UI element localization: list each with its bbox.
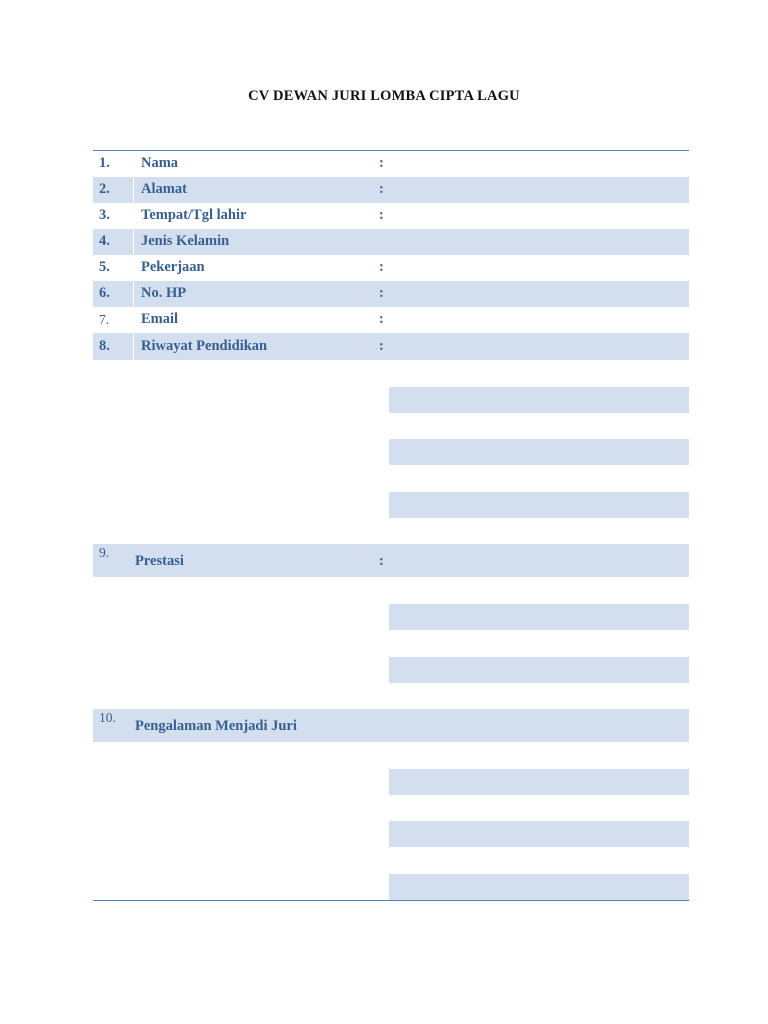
row-colon: : [379, 338, 384, 354]
row-colon: : [379, 311, 384, 327]
row-number: 6. [99, 285, 110, 301]
row-label: Nama [141, 155, 179, 171]
row-label: Tempat/Tgl lahir [141, 207, 247, 223]
achievement-entry-field [389, 604, 689, 630]
achievement-entry-field [389, 657, 689, 683]
row-number: 5. [99, 259, 110, 275]
document-title: CV DEWAN JURI LOMBA CIPTA LAGU [248, 88, 520, 104]
table-row-jenis-kelamin [93, 229, 689, 255]
row-label: Prestasi [135, 553, 184, 569]
table-row-alamat [93, 177, 689, 203]
cell-divider [133, 333, 134, 360]
row-colon: : [379, 259, 384, 275]
cell-divider [133, 177, 134, 203]
table-row-prestasi [93, 544, 689, 577]
row-colon: : [379, 155, 384, 171]
row-label: Alamat [141, 181, 187, 197]
table-row-tempat-tgl-lahir [93, 203, 689, 229]
cell-divider [133, 281, 134, 307]
education-entry-field [389, 439, 689, 465]
row-number: 10. [99, 710, 116, 725]
row-label: Pekerjaan [141, 259, 205, 275]
row-label: Pengalaman Menjadi Juri [135, 718, 297, 734]
row-number: 2. [99, 181, 110, 197]
row-label: Riwayat Pendidikan [141, 338, 268, 354]
row-colon: : [379, 553, 384, 569]
judging-experience-entry-field [389, 874, 689, 900]
row-number: 4. [99, 233, 110, 249]
table-row-no-hp [93, 281, 689, 307]
table-row-riwayat-pendidikan [93, 333, 689, 360]
table-row-pengalaman-menjadi-juri [93, 709, 689, 742]
table-row-pekerjaan [93, 255, 689, 281]
table-row-email [93, 307, 689, 333]
table-row-nama [93, 151, 689, 177]
row-number: 7. [99, 312, 110, 327]
row-label: No. HP [141, 285, 187, 301]
row-colon: : [379, 207, 384, 223]
education-entry-field [389, 387, 689, 413]
row-number: 3. [99, 207, 110, 223]
row-label: Email [141, 311, 179, 327]
table-bottom-border [93, 900, 689, 901]
row-number: 8. [99, 338, 110, 354]
education-entry-field [389, 492, 689, 518]
row-colon: : [379, 181, 384, 197]
judging-experience-entry-field [389, 769, 689, 795]
cell-divider [133, 229, 134, 255]
row-label: Jenis Kelamin [141, 233, 230, 249]
row-number: 1. [99, 155, 110, 171]
judging-experience-entry-field [389, 821, 689, 847]
row-number: 9. [99, 545, 110, 560]
row-colon: : [379, 285, 384, 301]
